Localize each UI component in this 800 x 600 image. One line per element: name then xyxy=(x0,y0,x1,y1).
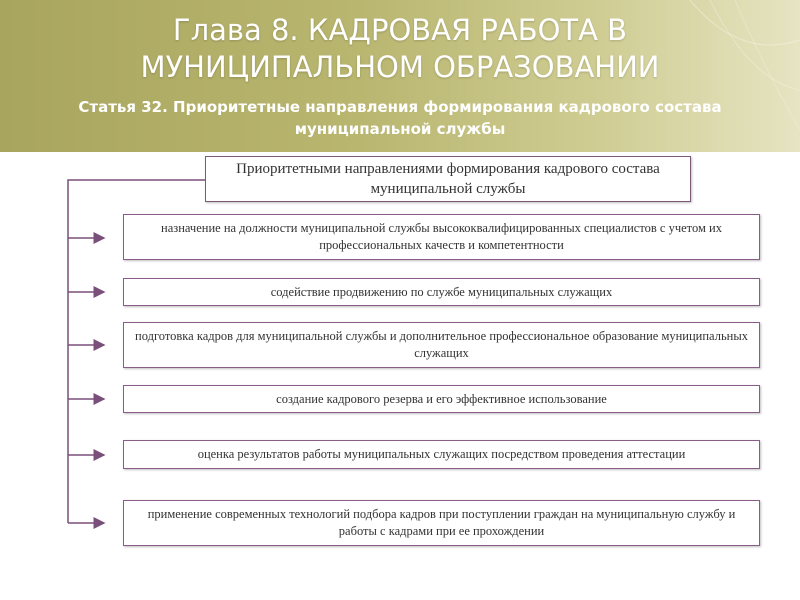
item-box: оценка результатов работы муниципальных служащих посредством проведения аттестации xyxy=(123,440,760,469)
slide-title: Глава 8. КАДРОВАЯ РАБОТА В МУНИЦИПАЛЬНОМ ОБРАЗОВАНИИ xyxy=(140,13,660,84)
item-box: назначение на должности муниципальной службы высококвалифицированных специалистов с учетом их профессиональных качеств и компетентности xyxy=(123,214,760,260)
slide-subtitle: Статья 32. Приоритетные направления формирования кадрового состава муниципальной службы xyxy=(78,98,722,138)
root-box: Приоритетными направлениями формирования кадрового состава муниципальной службы xyxy=(205,156,691,202)
item-box: применение современных технологий подбора кадров при поступлении граждан на муниципальную службу и работы с кадрами при ее прохождении xyxy=(123,500,760,546)
item-box: подготовка кадров для муниципальной службы и дополнительное профессиональное образование муниципальных служащих xyxy=(123,322,760,368)
item-box: создание кадрового резерва и его эффективное использование xyxy=(123,385,760,413)
item-box: содействие продвижению по службе муниципальных служащих xyxy=(123,278,760,306)
